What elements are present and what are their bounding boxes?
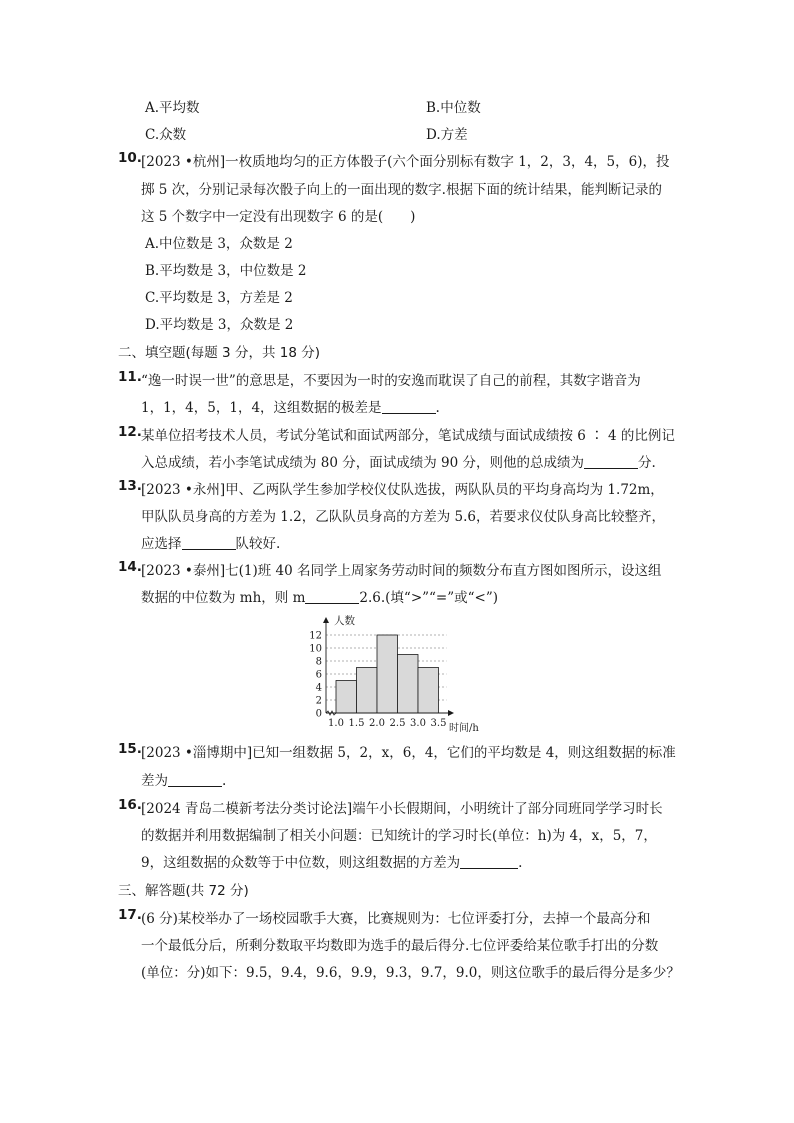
q13-text-1: [2023 •永州]甲、乙两队学生参加学校仪仗队选拔，两队队员的平均身高均为 1.72m， <box>141 482 664 498</box>
q15-text-2b: . <box>222 773 227 789</box>
y-tick-label: 12 <box>309 630 322 642</box>
q14-text-2b: 2.6.(填“>”“=”或“<”) <box>359 590 499 606</box>
q14-text-2a: 数据的中位数为 mh，则 m <box>141 590 306 606</box>
q13-text-2: 甲队队员身高的方差为 1.2，乙队队员身高的方差为 5.6，若要求仪仗队身高比较整齐， <box>141 509 666 525</box>
q11-text-2 <box>141 396 440 416</box>
q17-number: 17. <box>118 907 142 923</box>
q11-text-2b: . <box>435 400 440 416</box>
q17-text-1: (6 分)某校举办了一场校园歌手大赛，比赛规则为：七位评委打分，去掉一个最高分和 <box>141 911 651 927</box>
q10-text-2: 掷 5 次，分别记录每次骰子向上的一面出现的数字.根据下面的统计结果，能判断记录的 <box>141 182 662 198</box>
q16-text-3a: 9，这组数据的众数等于中位数，则这组数据的方差为 <box>141 855 461 871</box>
q10-text-3: 这 5 个数字中一定没有出现数字 6 的是( ) <box>141 209 416 225</box>
q10-option-a: A.中位数是 3，众数是 2 <box>145 236 293 252</box>
q12-text-1: 某单位招考技术人员，考试分笔试和面试两部分，笔试成绩与面试成绩按 6 ∶ 4 的比例记 <box>141 428 675 444</box>
histogram-y-label: 人数 <box>334 615 355 627</box>
y-tick-label: 10 <box>309 643 322 655</box>
q11-number: 11. <box>118 369 142 385</box>
q12-text-2b: 分. <box>638 455 656 471</box>
x-tick-label: 3.5 <box>430 718 447 729</box>
y-tick-label: 4 <box>315 682 322 694</box>
q13-text-3 <box>141 532 280 552</box>
histogram-x-label: 时间/h <box>449 723 479 734</box>
histogram-bar-3 <box>377 635 398 713</box>
histogram-bar-4 <box>398 655 419 714</box>
x-tick-label: 3.0 <box>410 718 426 729</box>
q13-answer-blank[interactable] <box>182 535 236 550</box>
q12-text-2 <box>141 451 656 471</box>
q15-answer-blank[interactable] <box>168 772 222 787</box>
q11-text-1: “逸一时误一世”的意思是，不要因为一时的安逸而耽误了自己的前程，其数字谐音为 <box>141 373 641 389</box>
y-axis-arrow <box>323 617 329 623</box>
q16-number: 16. <box>118 797 142 813</box>
q15-text-2a: 差为 <box>141 773 168 789</box>
histogram-bar-1 <box>336 681 357 714</box>
q11-text-2a: 1，1，4，5，1，4，这组数据的极差是 <box>141 400 382 416</box>
y-tick-label: 6 <box>315 669 322 681</box>
q14-text-1: [2023 •泰州]七(1)班 40 名同学上周家务劳动时间的频数分布直方图如图所示，设这组 <box>141 563 662 579</box>
x-tick-label: 2.5 <box>389 718 406 729</box>
section-solution-title: 三、解答题(共 72 分) <box>118 883 249 899</box>
q9-option-c: C.众数 <box>145 127 187 143</box>
q9-option-d: D.方差 <box>426 127 468 143</box>
x-axis-arrow <box>448 710 454 716</box>
histogram-x-ticks <box>328 718 446 729</box>
q9-option-b: B.中位数 <box>426 100 481 116</box>
q17-text-3: (单位：分)如下：9.5，9.4，9.6，9.9，9.3，9.7，9.0，则这位歌手的最后得分是多少？ <box>141 965 680 981</box>
q10-option-c: C.平均数是 3，方差是 2 <box>145 290 293 306</box>
q14-answer-blank[interactable] <box>305 589 359 604</box>
q10-number: 10. <box>118 150 142 166</box>
q13-text-3a: 应选择 <box>141 536 182 552</box>
y-tick-label: 2 <box>315 695 322 707</box>
q12-answer-blank[interactable] <box>584 454 638 469</box>
q16-text-3 <box>141 851 522 871</box>
q9-option-a: A.平均数 <box>145 100 200 116</box>
q11-answer-blank[interactable] <box>382 399 436 414</box>
q15-text-2 <box>141 769 226 789</box>
q16-text-3b: . <box>518 855 523 871</box>
x-tick-label: 1.0 <box>328 718 344 729</box>
q16-answer-blank[interactable] <box>460 854 518 869</box>
section-fill-in-title: 二、填空题(每题 3 分，共 18 分) <box>118 345 320 361</box>
q17-text-2: 一个最低分后，所剩分数取平均数即为选手的最后得分.七位评委给某位歌手打出的分数 <box>141 938 659 954</box>
q13-text-3b: 队较好. <box>235 536 281 552</box>
q13-number: 13. <box>118 478 142 494</box>
q14-text-2 <box>141 586 498 606</box>
frequency-histogram <box>300 610 500 735</box>
q10-text-1: [2023 •杭州]一枚质地均匀的正方体骰子(六个面分别标有数字 1，2，3，4，5，6)，投 <box>141 154 670 170</box>
histogram-y-ticks <box>309 631 322 720</box>
q10-option-b: B.平均数是 3，中位数是 2 <box>145 263 307 279</box>
q16-text-2: 的数据并利用数据编制了相关小问题：已知统计的学习时长(单位：h)为 4，x，5，7， <box>141 828 657 844</box>
q12-text-2a: 入总成绩，若小李笔试成绩为 80 分，面试成绩为 90 分，则他的总成绩为 <box>141 455 585 471</box>
q10-option-d: D.平均数是 3，众数是 2 <box>145 317 294 333</box>
y-tick-label: 8 <box>315 656 322 668</box>
q14-number: 14. <box>118 559 142 575</box>
y-tick-label: 0 <box>315 708 322 720</box>
x-tick-label: 1.5 <box>348 718 365 729</box>
x-tick-label: 2.0 <box>369 718 385 729</box>
histogram-bar-5 <box>418 668 439 714</box>
q16-text-1: [2024 青岛二模新考法分类讨论法]端午小长假期间，小明统计了部分同班同学学习时长 <box>141 801 663 817</box>
q15-text-1: [2023 •淄博期中]已知一组数据 5，2，x，6，4，它们的平均数是 4，则这组数据的标准 <box>141 745 676 761</box>
q12-number: 12. <box>118 424 142 440</box>
histogram-bar-2 <box>357 668 378 714</box>
q15-number: 15. <box>118 741 142 757</box>
